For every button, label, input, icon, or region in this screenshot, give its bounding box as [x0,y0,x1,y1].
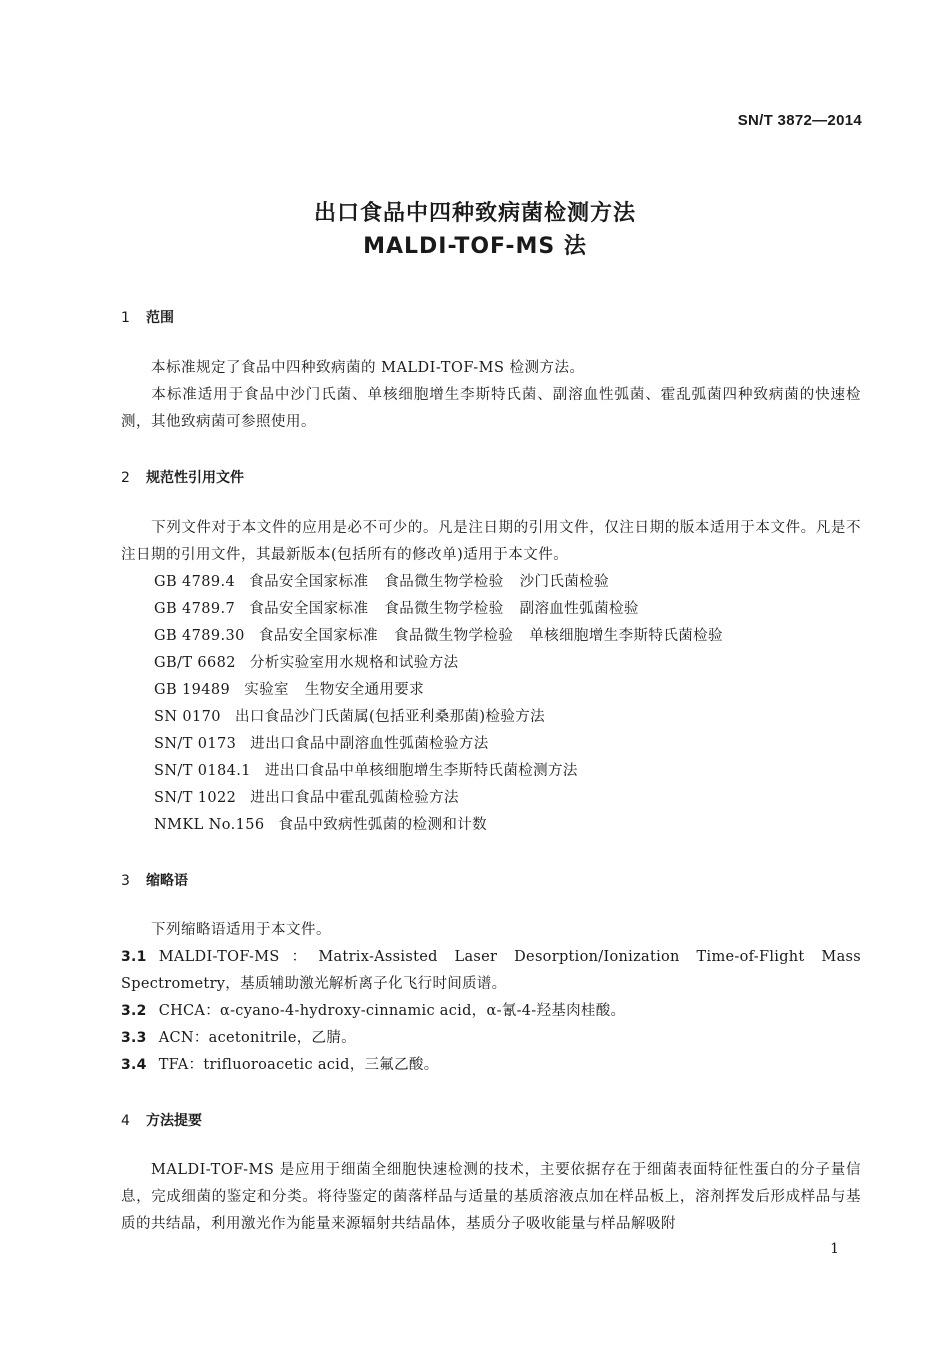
reference-item: SN 0170 出口食品沙门氏菌属(包括亚利桑那菌)检验方法 [154,709,546,725]
section-heading-method-summary [121,1110,202,1130]
document-title: 出口食品中四种致病菌检测方法 [313,201,636,226]
method-summary-paragraph: MALDI-TOF-MS 是应用于细菌全细胞快速检测的技术，主要依据存在于细菌表面特征性蛋白的分子量信息，完成细菌的鉴定和分类。将待鉴定的菌落样品与适量的基质溶液点加在样品板上，溶剂挥发后形成样品与基质的共结晶，利用激光作为能量来源辐射共结晶体，基质分子吸收能量与样品解吸附 [121,1162,861,1232]
abbreviations-intro: 下列缩略语适用于本文件。 [151,922,331,938]
section-title: 规范性引用文件 [146,470,244,486]
section-title: 缩略语 [146,873,188,889]
section-number: 4 [121,1113,130,1129]
section-number: 1 [121,310,130,326]
reference-item: NMKL No.156 食品中致病性弧菌的检测和计数 [154,817,488,833]
document-subtitle: MALDI-TOF-MS 法 [363,234,587,259]
reference-item: GB 4789.7 食品安全国家标准 食品微生物学检验 副溶血性弧菌检验 [154,601,639,617]
abbreviation-term: 3.4 TFA：trifluoroacetic acid，三氟乙酸。 [121,1057,439,1073]
reference-item: SN/T 1022 进出口食品中霍乱弧菌检验方法 [154,790,459,806]
section-number: 3 [121,873,130,889]
scope-paragraph-2: 本标准适用于食品中沙门氏菌、单核细胞增生李斯特氏菌、副溶血性弧菌、霍乱弧菌四种致病菌的快速检测，其他致病菌可参照使用。 [121,387,861,430]
references-intro: 下列文件对于本文件的应用是必不可少的。凡是注日期的引用文件，仅注日期的版本适用于本文件。凡是不注日期的引用文件，其最新版本(包括所有的修改单)适用于本文件。 [121,520,861,563]
abbreviation-term: 3.3 ACN：acetonitrile，乙腈。 [121,1030,356,1046]
abbreviation-term: 3.1 MALDI-TOF-MS：Matrix-Assisted Laser Desorption/Ionization Time-of-Flight Mass Spectrometry，基质辅助激光解析离子化飞行时间质谱。 [121,949,861,992]
reference-item: SN/T 0173 进出口食品中副溶血性弧菌检验方法 [154,736,489,752]
reference-item: GB 4789.4 食品安全国家标准 食品微生物学检验 沙门氏菌检验 [154,574,609,590]
reference-item: GB/T 6682 分析实验室用水规格和试验方法 [154,655,459,671]
standard-code: SN/T 3872—2014 [737,112,862,129]
section-heading-scope [121,307,174,327]
reference-item: GB 19489 实验室 生物安全通用要求 [154,682,425,698]
section-heading-references [121,467,244,487]
section-heading-abbreviations [121,870,188,890]
abbreviation-term: 3.2 CHCA：α-cyano-4-hydroxy-cinnamic acid，α-氰-4-羟基肉桂酸。 [121,1003,626,1019]
scope-paragraph-1: 本标准规定了食品中四种致病菌的 MALDI-TOF-MS 检测方法。 [151,360,585,376]
section-title: 范围 [146,310,174,326]
reference-item: GB 4789.30 食品安全国家标准 食品微生物学检验 单核细胞增生李斯特氏菌检验 [154,628,723,644]
reference-item: SN/T 0184.1 进出口食品中单核细胞增生李斯特氏菌检测方法 [154,763,578,779]
section-number: 2 [121,470,130,486]
page-number: 1 [830,1241,839,1257]
section-title: 方法提要 [146,1113,202,1129]
